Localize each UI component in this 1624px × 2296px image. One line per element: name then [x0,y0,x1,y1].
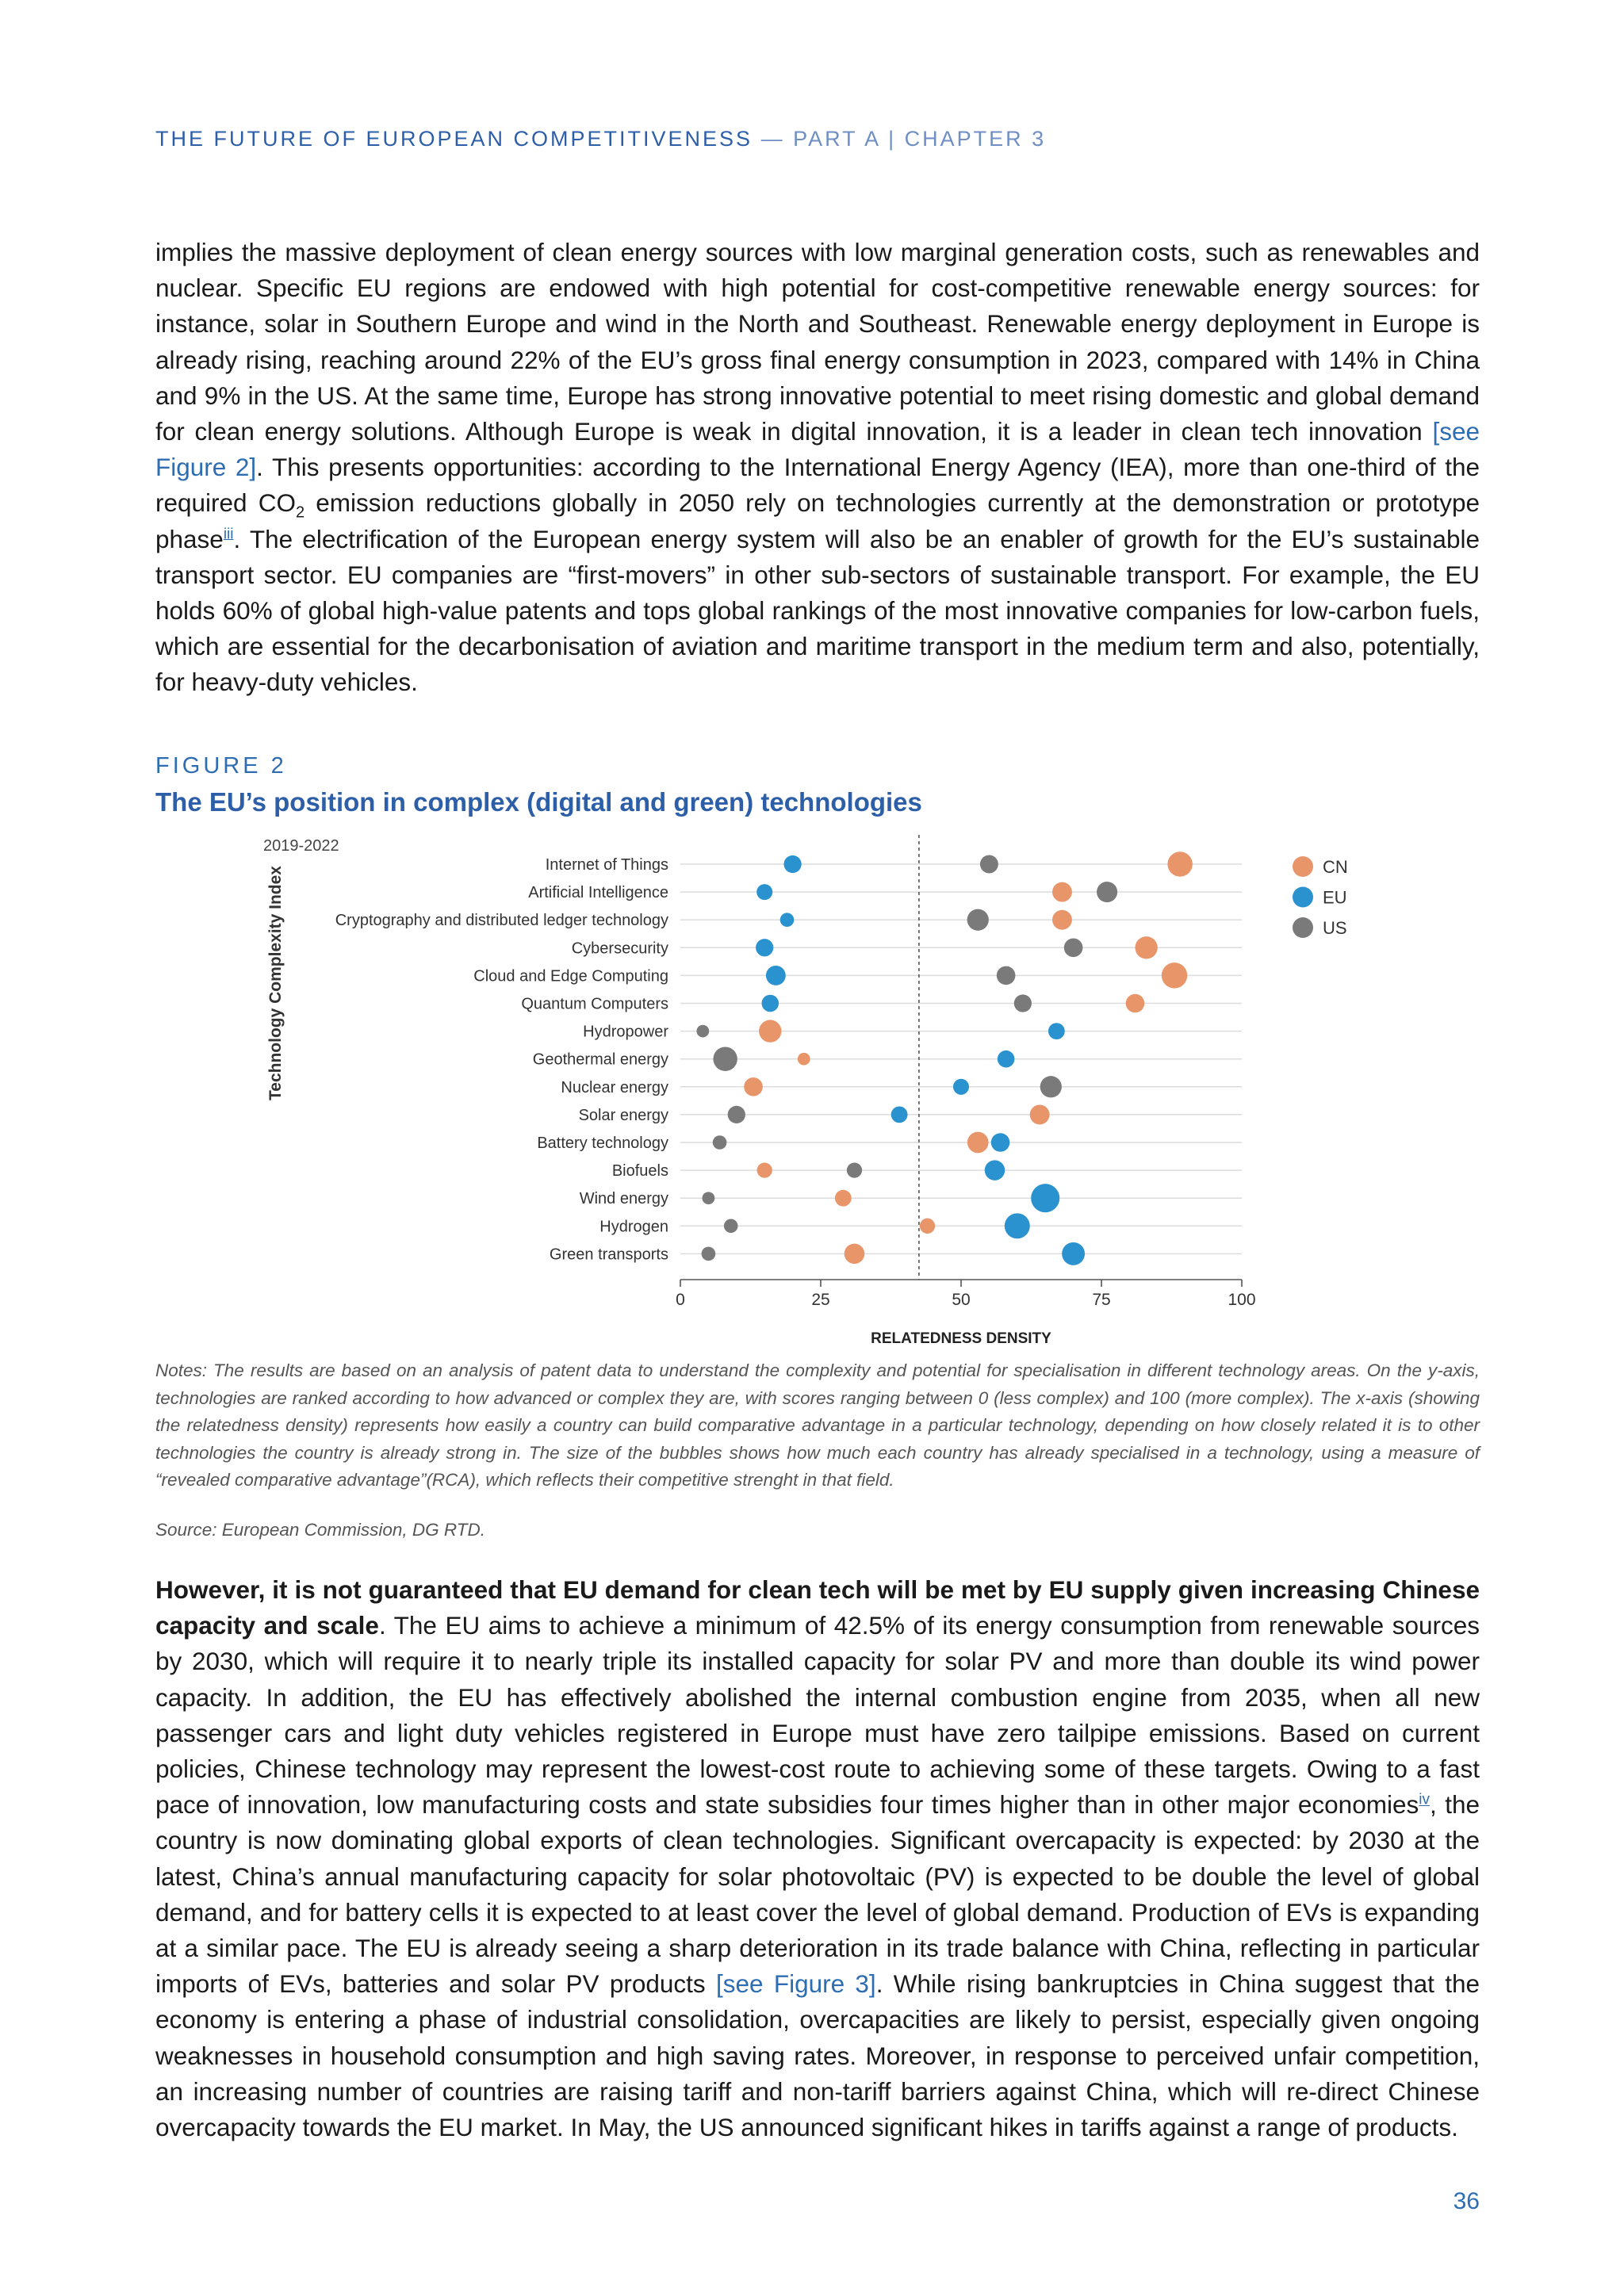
bubble-cn [835,1190,852,1207]
footnote-iv-link[interactable]: iv [1419,1791,1430,1808]
bubble-us [713,1047,737,1070]
bubble-cn [1030,1104,1050,1124]
bubble-cn [1135,936,1157,959]
x-tick-label: 75 [1092,1291,1111,1309]
figure-notes: Notes: The results are based on an analysis of patent data to understand the complexity and potential for specialisation in different technology areas. On the y-axis, technologies are ranked according to how advanced or complex they are, with scores ranging between 0 (less complex) and 100 (more complex). The x-axis (showing the relatedness density) represents how easily a country can build comparative advantage in a particular technology, depending on how closely related it is to other technologies the country is already strong in. The size of the bubbles shows how much each country has already specialised in a technology, using a measure of “revealed comparative advantage”(RCA), which reflects their competitive strenght in that field. [155,1360,1480,1490]
legend-label-us: US [1323,918,1347,938]
bubble-cn [759,1020,781,1042]
bubble-eu [1005,1213,1030,1238]
category-label: Wind energy [579,1190,668,1208]
bubble-us [1097,882,1117,902]
bubble-us [728,1106,745,1123]
bubble-eu [756,884,772,900]
co2-subscript: 2 [296,503,305,522]
bubble-us [847,1162,862,1177]
paragraph-body [155,1572,1480,2145]
bubble-us [703,1192,715,1204]
bubble-eu [998,1050,1015,1068]
page-number: 36 [1453,2188,1480,2214]
paragraph-body-text-a: . The EU aims to achieve a minimum of 42.5% of its energy consumption from renewable sources by 2030, which will require it to nearly triple its installed capacity for solar PV and more than double its wind power capacity. In addition, the EU has effectively abolished the internal combustion engine from 2035, when all new passenger cars and light duty vehicles registered in Europe must have zero tailpipe emissions. Based on current policies, Chinese technology may represent the lowest-cost route to achieving some of these targets. Owing to a fast pace of innovation, low manufacturing costs and state subsidies four times higher than in other major economies [155,1611,1480,1820]
bubble-cn [1162,962,1187,988]
category-label: Nuclear energy [561,1078,668,1096]
header-section: PART A | CHAPTER 3 [793,127,1047,151]
category-label: Quantum Computers [521,995,668,1013]
category-label: Biofuels [611,1162,668,1181]
paragraph-intro-text-b: . This presents opportunities: according to the International Energy Agency (IEA), more than one-third of the required CO [155,453,1480,518]
bubble-eu [1062,1242,1085,1265]
y-axis-label: Technology Complexity Index [266,866,285,1100]
bubble-eu [780,913,795,927]
bubble-us [967,909,989,931]
figure-label: FIGURE 2 [155,753,287,779]
figure-3-link[interactable]: [see Figure 3] [715,1969,876,1999]
bubble-us [997,966,1016,985]
bubble-eu [985,1160,1005,1181]
bubble-cn [1052,882,1072,902]
x-axis-label: RELATEDNESS DENSITY [871,1330,1051,1347]
bubble-us [980,855,998,874]
category-label: Hydrogen [599,1218,668,1236]
bubble-eu [953,1079,969,1095]
bubble-eu [891,1106,908,1123]
bubble-eu [756,939,773,956]
bubble-eu [1048,1023,1065,1039]
legend-marker-cn [1293,856,1313,877]
paragraph-intro-text-d: . The electrification of the European energy system will also be an enabler of growth for the EU’s sustainable transport sector. EU companies are “first-movers” in other sub-sectors of sustainable transport. For example, the EU holds 60% of global high-value patents and tops global rankings of the most innovative companies for low-carbon fuels, which are essential for the decarbonisation of aviation and maritime transport in the medium term and also, potentially, for heavy-duty vehicles. [155,524,1480,697]
category-label: Solar energy [578,1106,668,1124]
category-label: Cryptography and distributed ledger technology [335,912,668,930]
paragraph-intro-text-a: implies the massive deployment of clean energy sources with low marginal generation costs, such as renewables and nuclear. Specific EU regions are endowed with high potential for cost-competitive renewable energy sources: for instance, solar in Southern Europe and wind in the North and Southeast. Renewable energy deployment in Europe is already rising, reaching around 22% of the EU’s gross final energy consumption in 2023, compared with 14% in China and 9% in the US. At the same time, Europe has strong innovative potential to meet rising domestic and global demand for clean energy solutions. Although Europe is weak in digital innovation, it is a leader in clean tech innovation [155,238,1480,446]
x-tick-label: 100 [1228,1291,1256,1309]
category-label: Battery technology [537,1135,668,1152]
legend-label-cn: CN [1323,857,1348,877]
paragraph-body-text-c: . While rising bankruptcies in China suggest that the economy is entering a phase of industrial consolidation, overcapacities are likely to persist, especially given ongoing weaknesses in household consumption and high saving rates. Moreover, in response to perceived unfair competition, an increasing number of countries are raising tariff and non-tariff barriers against China, which will re-direct Chinese overcapacity towards the EU market. In May, the US announced significant hikes in tariffs against a range of products. [155,1969,1480,2142]
bubble-us [702,1247,716,1261]
bubble-cn [798,1053,810,1066]
paragraph-intro-text-c: emission reductions globally in 2050 rely on technologies currently at the demonstration or prototype phase [155,488,1480,553]
category-label: Geothermal energy [532,1050,668,1069]
running-header [155,127,1046,151]
chart-subtitle: 2019-2022 [263,837,339,855]
legend-marker-us [1293,917,1313,938]
bubble-cn [744,1077,763,1096]
category-label: Cybersecurity [571,939,668,958]
footnote-iii-link[interactable]: iii [223,526,234,543]
category-label: Internet of Things [545,856,668,874]
bubble-us [696,1025,709,1038]
x-tick-label: 0 [676,1291,685,1309]
x-tick-label: 25 [811,1291,830,1309]
paragraph-intro [155,235,1480,701]
bubble-cn [1126,994,1145,1013]
bubble-cn [967,1132,989,1154]
bubble-cn [1167,851,1192,876]
x-tick-label: 50 [952,1291,971,1309]
bubble-eu [783,855,801,873]
figure-title: The EU’s position in complex (digital and green) technologies [155,787,922,817]
bubble-eu [762,995,779,1012]
header-separator: — [753,127,794,151]
category-label: Hydropower [583,1023,668,1041]
bubble-cn [845,1244,865,1265]
bubble-us [1064,938,1083,957]
legend-label-eu: EU [1323,887,1347,908]
paragraph-body-text-b: , the country is now dominating global exports of clean technologies. Significant overcapacity is expected: by 2030 at the latest, China’s annual manufacturing capacity for solar photovoltaic (PV) is expected to be double the level of global demand, and for battery cells it is expected to at least cover the level of global demand. Production of EVs is expanding at a similar pace. The EU is already seeing a sharp deterioration in its trade balance with China, reflecting in particular imports of EVs, batteries and solar PV products [155,1790,1480,1999]
paragraph-body-bold-lead: However, it is not guaranteed that EU demand for clean tech will be met by EU supply given increasing Chinese capacity and scale [155,1575,1480,1640]
bubble-us [1014,994,1032,1012]
category-label: Green transports [549,1246,668,1264]
legend-marker-eu [1293,887,1313,908]
bubble-eu [991,1133,1010,1152]
bubble-us [713,1135,727,1150]
bubble-us [1040,1076,1062,1097]
category-label: Artificial Intelligence [528,884,668,902]
figure-2-link[interactable]: [see Figure 2] [155,417,1480,482]
bubble-eu [1031,1184,1059,1212]
bubble-cn [1052,910,1072,930]
category-label: Cloud and Edge Computing [473,967,668,985]
bubble-cn [757,1162,772,1177]
bubble-cn [920,1219,935,1234]
figure-source: Source: European Commission, DG RTD. [155,1520,485,1540]
bubble-us [724,1219,738,1234]
header-title: THE FUTURE OF EUROPEAN COMPETITIVENESS [155,127,753,151]
bubble-eu [766,966,786,985]
